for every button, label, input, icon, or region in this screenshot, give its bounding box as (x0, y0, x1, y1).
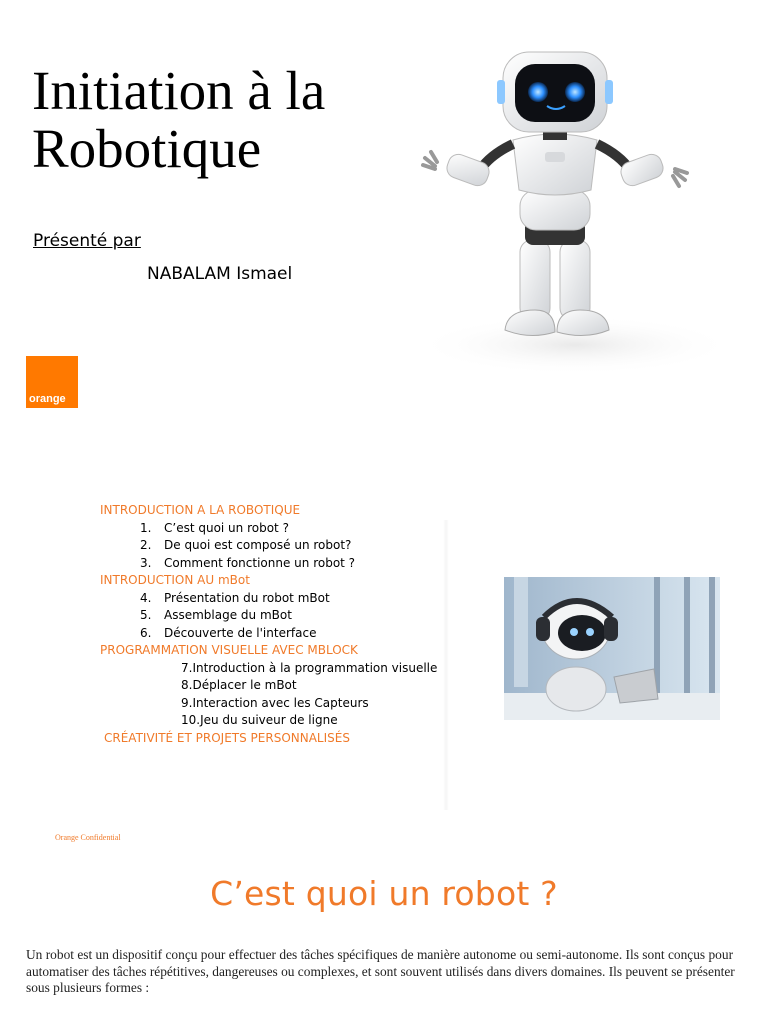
page-divider (443, 520, 449, 810)
toc-item: 8.Déplacer le mBot (181, 678, 297, 692)
section-heading: C’est quoi un robot ? (210, 874, 558, 913)
toc-item: 6. Découverte de l'interface (140, 625, 317, 640)
toc-section-title: INTRODUCTION AU mBot (100, 573, 250, 587)
robot-illustration (395, 40, 735, 385)
robot-headphones-photo (504, 577, 720, 720)
toc-item: 2. De quoi est composé un robot? (140, 538, 352, 552)
orange-logo (26, 356, 78, 408)
toc-item: 10.Jeu du suiveur de ligne (181, 713, 338, 727)
orange-logo-text: orange (29, 393, 66, 405)
toc-item: 1. C’est quoi un robot ? (140, 520, 289, 535)
toc-item: 9.Interaction avec les Capteurs (181, 695, 369, 710)
toc-item: 3. Comment fonctionne un robot ? (140, 555, 356, 570)
toc-item: 5. Assemblage du mBot (140, 608, 292, 622)
table-of-contents (100, 502, 460, 747)
document-title-line-2: Robotique (32, 118, 262, 179)
toc-section-title: INTRODUCTION A LA ROBOTIQUE (100, 503, 301, 517)
confidential-label: Orange Confidential (55, 833, 121, 842)
toc-item: 4. Présentation du robot mBot (140, 590, 330, 605)
toc-section-title: PROGRAMMATION VISUELLE AVEC MBLOCK (100, 643, 358, 657)
presenter-name: NABALAM Ismael (147, 264, 293, 284)
intro-paragraph: Un robot est un dispositif conçu pour effectuer des tâches spécifiques de manière autonome ou semi-autonome. Ils sont conçus pour automatiser des tâches répétitives, dangereuses ou complexes, et sont souvent utilisés dans divers domaines. Ils peuvent se présenter sous plusieurs formes : (26, 947, 735, 995)
document-title-line-1: Initiation à la (32, 60, 326, 121)
toc-item: 7.Introduction à la programmation visuelle (181, 660, 438, 675)
presented-by-label: Présenté par (33, 231, 141, 251)
toc-section-title: CRÉATIVITÉ ET PROJETS PERSONNALISÉS (104, 730, 350, 745)
